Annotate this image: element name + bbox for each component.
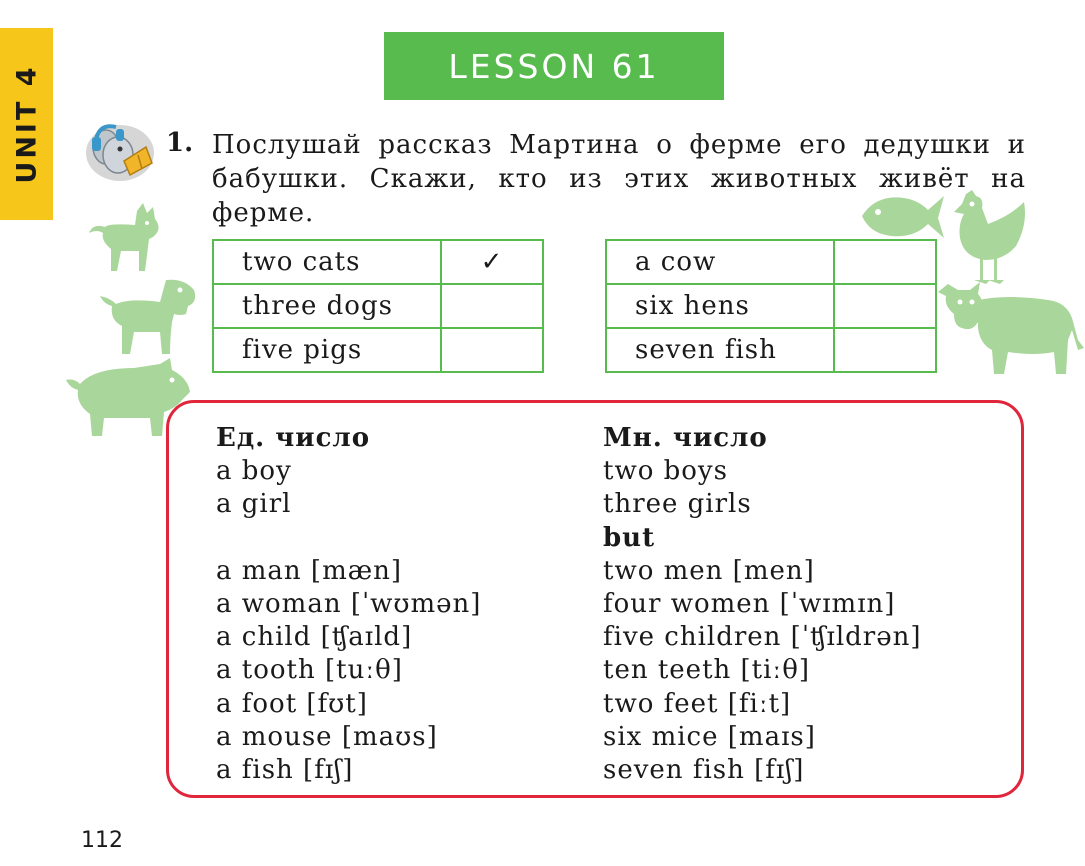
check-cell[interactable] — [441, 328, 543, 372]
animal-cell: two cats — [213, 240, 441, 284]
listening-elephant-icon — [80, 117, 160, 183]
singular-form: a man [mæn] — [216, 555, 403, 586]
singular-form: a fish [fɪʃ] — [216, 755, 354, 786]
exercise-number: 1. — [166, 128, 194, 158]
cow-icon — [938, 278, 1085, 378]
lesson-title: LESSON 61 — [384, 32, 724, 100]
page-number: 112 — [81, 828, 123, 853]
singular-form: a mouse [maʊs] — [216, 721, 438, 752]
plural-form: four women [ˈwɪmɪn] — [603, 589, 896, 620]
singular-column — [216, 422, 481, 787]
plural-form: two men [men] — [603, 555, 815, 586]
table-row — [606, 284, 936, 328]
plural-form: three girls — [603, 489, 752, 520]
plural-form: five children [ˈʧɪldrən] — [603, 622, 922, 653]
unit-tab — [0, 28, 53, 220]
animal-cell: three dogs — [213, 284, 441, 328]
dog-icon — [100, 276, 200, 356]
spacer — [216, 522, 481, 555]
check-cell[interactable] — [441, 284, 543, 328]
check-cell[interactable] — [834, 328, 936, 372]
plural-form: seven fish [fɪʃ] — [603, 755, 805, 786]
singular-form: a foot [fʊt] — [216, 688, 368, 719]
cat-icon — [87, 203, 167, 275]
check-cell[interactable] — [834, 284, 936, 328]
table-row — [213, 240, 543, 284]
table-row — [213, 328, 543, 372]
check-cell[interactable]: ✓ — [441, 240, 543, 284]
animal-cell: seven fish — [606, 328, 834, 372]
plural-form: two feet [fiːt] — [603, 688, 792, 719]
plural-form: six mice [maɪs] — [603, 721, 816, 752]
singular-form: a child [ʧaɪld] — [216, 622, 413, 653]
unit-label: UNIT 4 — [11, 64, 42, 184]
singular-form: a girl — [216, 489, 292, 520]
plural-column — [603, 422, 922, 787]
exercise-instruction: Послушай рассказ Мартина о ферме его дедушки и бабушки. Скажи, кто из этих животных живёт на ферме. — [212, 130, 1026, 228]
animals-table-right — [605, 239, 937, 373]
hen-icon — [950, 190, 1030, 286]
fish-icon — [858, 190, 944, 244]
check-cell[interactable] — [834, 240, 936, 284]
animal-cell: five pigs — [213, 328, 441, 372]
animal-cell: a cow — [606, 240, 834, 284]
plural-form: two boys — [603, 456, 728, 487]
singular-form: a boy — [216, 456, 292, 487]
but-label: but — [603, 522, 656, 553]
animals-table-left — [212, 239, 544, 373]
animal-cell: six hens — [606, 284, 834, 328]
table-row — [606, 240, 936, 284]
plural-header: Мн. число — [603, 423, 768, 453]
table-row — [213, 284, 543, 328]
singular-form: a tooth [tuːθ] — [216, 655, 403, 686]
table-row — [606, 328, 936, 372]
singular-header: Ед. число — [216, 423, 371, 453]
plural-form: ten teeth [tiːθ] — [603, 655, 810, 686]
singular-form: a woman [ˈwʊmən] — [216, 589, 482, 619]
